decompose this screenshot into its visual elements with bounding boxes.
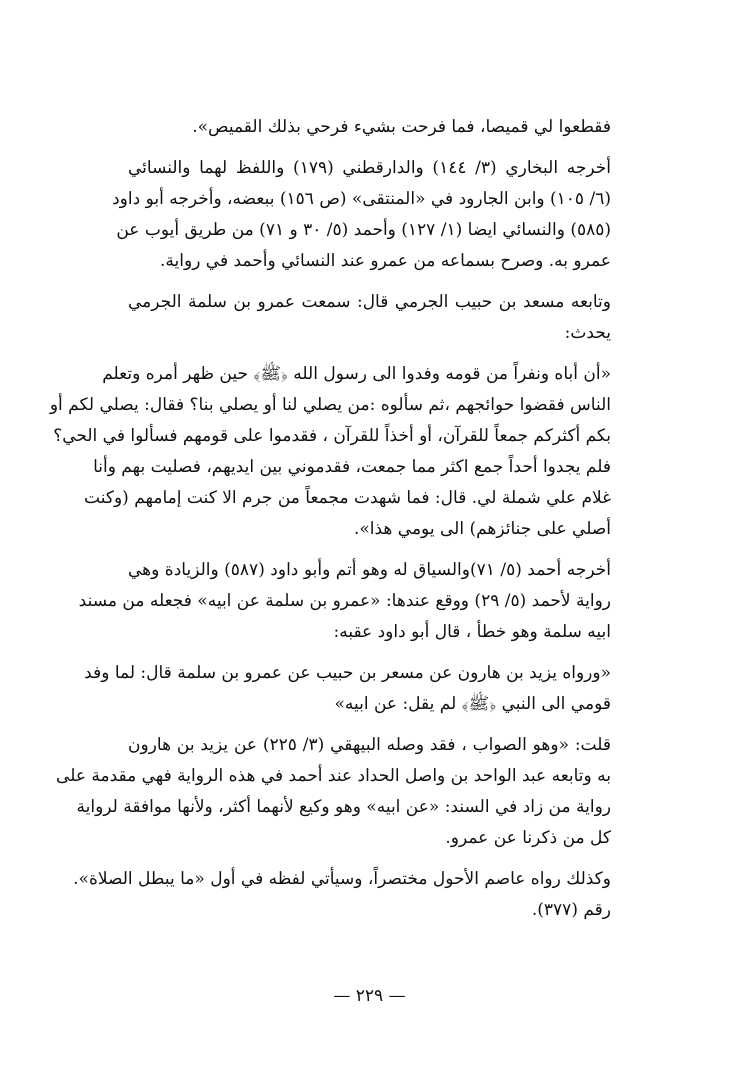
text-line: رواية لأحمد (٥/ ٢٩) ووقع عندها: «عمرو بن سلمة عن ابيه» فجعله من مسند — [78, 591, 611, 611]
paragraph-hadith-text — [49, 359, 611, 545]
text-line: رقم (٣٧٧). — [531, 900, 611, 920]
paragraph-gap — [128, 545, 611, 555]
paragraph-gap — [128, 349, 611, 359]
text-line: الناس فقضوا حوائجهم ،ثم سألوه :من يصلي لنا أو يصلي بنا؟ فقال: يصلي لكم أو — [49, 395, 611, 415]
text-line: ابيه سلمة وهو خطأ ، قال أبو داود عقبه: — [333, 622, 611, 642]
paragraph-asim-riwaya — [73, 864, 611, 926]
text-line: (٥٨٥) والنسائي ايضا (١/ ١٢٧) وأحمد (٥/ ٣٠ و ٧١) من طريق أيوب عن — [116, 220, 611, 240]
text-line: عمرو به. وصرح بسماعه من عمرو عند النسائي وأحمد في رواية. — [160, 251, 611, 271]
text-line: كل من ذكرنا عن عمرو. — [445, 828, 611, 848]
paragraph-takhrij-ahmad — [78, 555, 611, 648]
text-line: (٦/ ١٠٥) وابن الجارود في «المنتقى» (ص ١٥٦) ببعضه، وأخرجه أبو داود — [112, 189, 611, 209]
text-line: يحدث: — [564, 323, 611, 343]
text-line: أخرجه البخاري (٣/ ١٤٤) والدارقطني (١٧٩) واللفظ لهما والنسائي — [128, 158, 611, 178]
text-line: به وتابعه عبد الواحد بن واصل الحداد عند أحمد في هذه الرواية فهي مقدمة على — [56, 766, 611, 786]
text-line: غلام علي شملة لي. قال: فما شهدت مجمعاً من جرم الا كنت إمامهم (وكنت — [84, 488, 611, 508]
text-line: بكم أكثركم جمعاً للقرآن، أو أخذاً للقرآن ، فقدموا على قومهم فسألوا في الحي؟ — [53, 426, 611, 446]
text-line: أصلي على جنائزهم) الى يومي هذا». — [353, 519, 611, 539]
paragraph-author-comment — [56, 730, 612, 854]
paragraph-gap — [128, 648, 611, 658]
text-line: وتابعه مسعد بن حبيب الجرمي قال: سمعت عمرو بن سلمة الجرمي — [128, 292, 611, 312]
text-line: وكذلك رواه عاصم الأحول مختصراً، وسيأتي لفظه في أول «ما يبطل الصلاة». — [73, 869, 611, 889]
paragraph-closing-quote — [128, 112, 611, 143]
text-line: فلم يجدوا أحداً جمع اكثر مما جمعت، فقدموني بين ايديهم، فصليت بهم وأنا — [93, 457, 611, 477]
paragraph-gap — [128, 854, 611, 864]
paragraph-gap — [128, 143, 611, 153]
paragraph-takhrij-bukhari — [112, 153, 611, 277]
paragraph-mutabaa-misar — [128, 287, 611, 349]
text-line: «أن أباه ونفراً من قومه وفدوا الى رسول الله ﴿ﷺ﴾ حين ظهر أمره وتعلم — [102, 364, 611, 384]
text-line: قلت: «وهو الصواب ، فقد وصله البيهقي (٣/ ٢٢٥) عن يزيد بن هارون — [128, 735, 612, 755]
text-line: أخرجه أحمد (٥/ ٧١)والسياق له وهو أتم وأبو داود (٥٨٧) والزيادة وهي — [128, 560, 611, 580]
text-line: فقطعوا لي قميصا، فما فرحت بشيء فرحي بذلك القميص». — [192, 117, 611, 137]
paragraph-gap — [128, 720, 611, 730]
page-number: — ٢٢٩ — — [333, 986, 406, 1006]
text-line: قومي الى النبي ﴿ﷺ﴾ لم يقل: عن ابيه» — [334, 694, 611, 714]
paragraph-abu-dawud-quote — [84, 658, 611, 720]
text-line: «ورواه يزيد بن هارون عن مسعر بن حبيب عن عمرو بن سلمة قال: لما وفد — [84, 663, 611, 683]
paragraph-gap — [128, 277, 611, 287]
text-line: رواية من زاد في السند: «عن ابيه» وهو وكيع لأنهما أكثر، ولأنها موافقة لرواية — [76, 797, 611, 817]
document-page — [49, 112, 612, 1052]
